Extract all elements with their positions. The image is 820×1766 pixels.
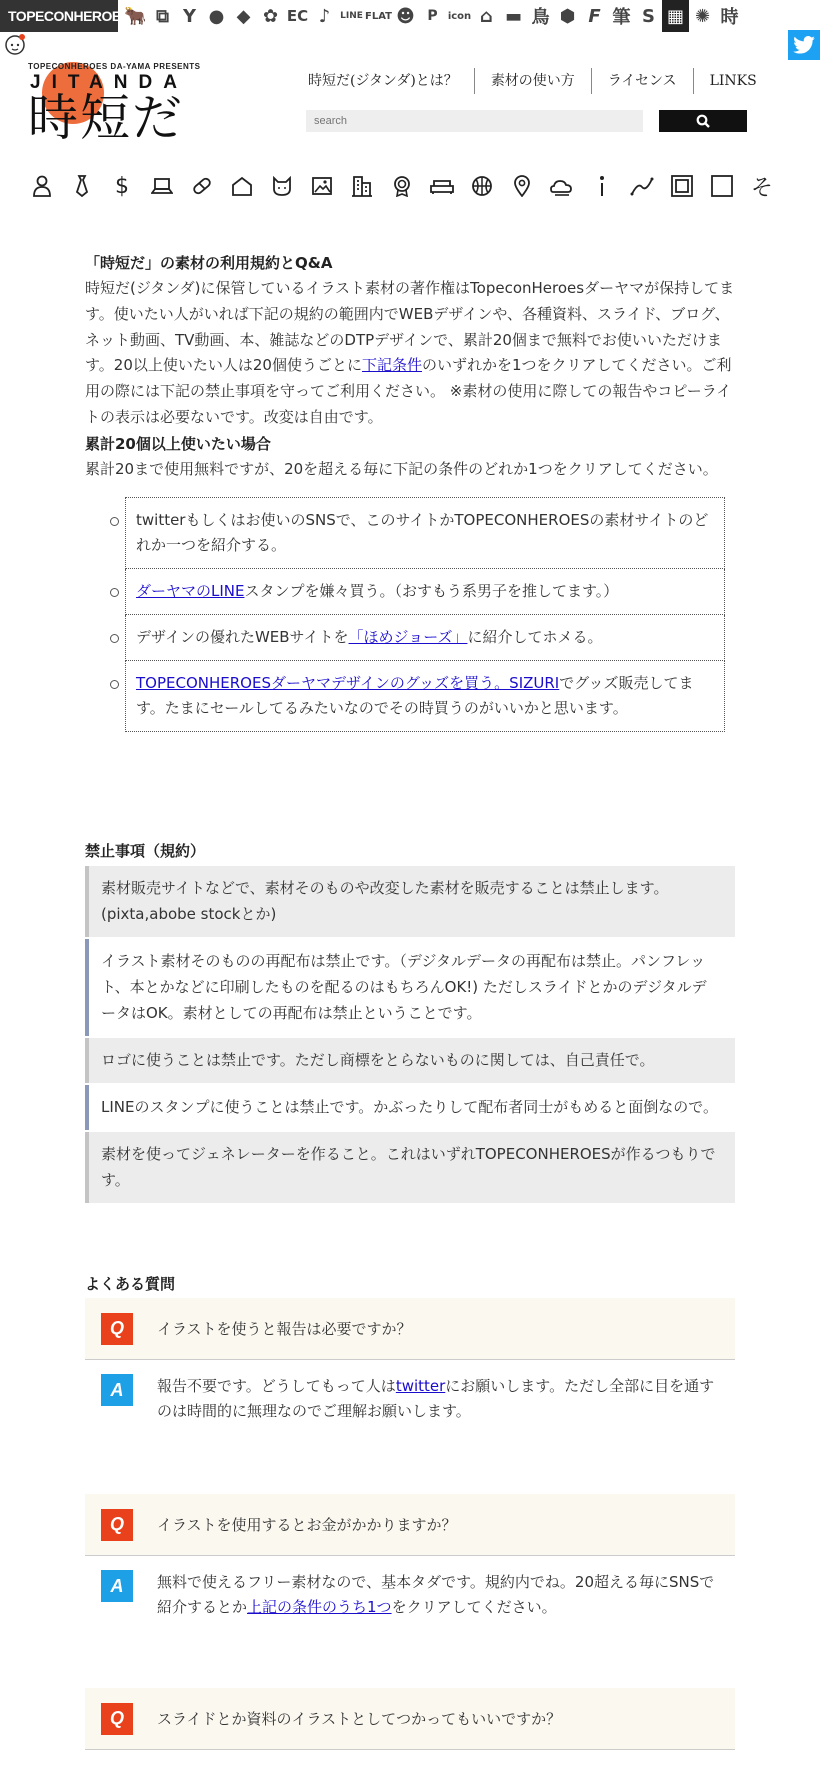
answer-text: [157, 1570, 717, 1620]
question-text: イラストを使うと報告は必要ですか？: [157, 1320, 412, 1338]
question-badge: Q: [101, 1703, 133, 1735]
logo-subtitle: TOPECONHEROES DA-YAMA PRESENTS: [28, 62, 201, 71]
map-pin-category-icon[interactable]: [502, 170, 542, 202]
flower-icon[interactable]: ✿: [262, 5, 279, 27]
squares-icon[interactable]: ⧉: [156, 5, 169, 27]
network-link-f[interactable]: F: [588, 5, 601, 27]
list-item: [125, 497, 725, 569]
question-text: イラストを使用するとお金がかかりますか？: [157, 1516, 457, 1534]
answer-badge: A: [101, 1374, 133, 1406]
category-icon-row: [22, 170, 782, 202]
network-link-time[interactable]: 時: [720, 7, 739, 28]
network-link-bird[interactable]: 鳥: [531, 7, 550, 28]
weather-category-icon[interactable]: [542, 170, 582, 202]
faq-question: [85, 1688, 735, 1750]
network-bar: [0, 0, 820, 32]
bull-icon[interactable]: 🐂: [124, 5, 147, 27]
search-button[interactable]: [659, 110, 747, 132]
network-link-s[interactable]: S: [642, 5, 655, 27]
info-category-icon[interactable]: [582, 170, 622, 202]
network-link-brush[interactable]: 筆: [612, 7, 631, 28]
condition-text: twitterもしくはお使いのSNSで、このサイトかTOPECONHEROESの素材サイトのどれか一つを紹介する。: [136, 510, 709, 554]
nav-about[interactable]: 時短だ(ジタンダ)とは？: [308, 73, 458, 89]
logo-japanese: 時短だ: [28, 89, 184, 147]
other-category-icon[interactable]: そ: [750, 175, 773, 201]
sofa-category-icon[interactable]: [422, 170, 462, 202]
faq-item: [85, 1688, 735, 1750]
line-stamp-link[interactable]: ダーヤマのLINE: [136, 581, 245, 600]
network-link-line[interactable]: LINE: [340, 11, 363, 21]
grid-icon[interactable]: ▦: [662, 0, 689, 32]
faq-question: [85, 1298, 735, 1360]
house-icon[interactable]: ⌂: [480, 5, 493, 27]
network-link-ec[interactable]: EC: [286, 7, 309, 25]
over-20-title: 累計20個以上使いたい場合: [85, 434, 271, 453]
house-category-icon[interactable]: [222, 170, 262, 202]
condition-text: でグッズ販売してます。たまにセールしてるみたいなのでその時買うのがいいかと思います。: [136, 673, 694, 717]
list-item: [125, 661, 725, 732]
prohibited-list: [85, 866, 735, 1205]
list-item: [125, 569, 725, 615]
nav-license[interactable]: ライセンス: [591, 68, 693, 94]
frame-category-icon[interactable]: [662, 170, 702, 202]
smiley-icon[interactable]: ☻: [396, 5, 415, 27]
speech-bubble-icon[interactable]: ●: [208, 5, 225, 27]
network-link-p[interactable]: P: [427, 8, 438, 24]
terms-text-after: のいずれかを1つをクリアしてください。ご利用の際には下記の禁止事項を守ってご利用ください。 ※素材の使用に際しての報告やコピーライトの表示は必要ないです。改変は自由です。: [85, 356, 732, 426]
network-links: [122, 0, 743, 32]
answer-text: [157, 1374, 717, 1424]
question-badge: Q: [101, 1509, 133, 1541]
homejaws-link[interactable]: 「ほめジョーズ」: [348, 627, 468, 646]
character-avatar-icon[interactable]: [3, 32, 27, 56]
burst-icon[interactable]: ✺: [694, 5, 711, 27]
basketball-category-icon[interactable]: [462, 170, 502, 202]
logo-english: JITANDA: [30, 72, 188, 93]
answer-text-after: にお願いします。ただし全部に目を通すのは時間的に無理なのでご理解お願いします。: [157, 1377, 715, 1420]
faq-answer: [85, 1360, 735, 1424]
answer-text-before: 無料で使えるフリー素材なので、基本タダです。規約内でね。20超える毎にSNSで紹介するとか: [157, 1573, 715, 1616]
building-category-icon[interactable]: [342, 170, 382, 202]
conditions-list: [125, 497, 735, 732]
person-pose-icon[interactable]: Y: [182, 5, 197, 27]
conditions-link[interactable]: 下記条件: [361, 356, 422, 375]
list-item: [125, 615, 725, 661]
list-item: LINEのスタンプに使うことは禁止です。かぶったりして配布者同士がもめると面倒なので。: [85, 1085, 735, 1130]
medal-category-icon[interactable]: [382, 170, 422, 202]
prohibited-title: 禁止事項（規約）: [85, 842, 206, 860]
faq-item: [85, 1494, 735, 1620]
condition-text: デザインの優れたWEBサイトを: [136, 627, 349, 646]
answer-badge: A: [101, 1570, 133, 1602]
search-input[interactable]: [306, 110, 643, 132]
dollar-category-icon[interactable]: $: [115, 173, 129, 199]
tag-icon[interactable]: ◆: [236, 5, 251, 27]
answer-text-before: 報告不要です。どうしてもって人は: [157, 1377, 396, 1395]
answer-text-after: をクリアしてください。: [391, 1598, 557, 1616]
curve-line-category-icon[interactable]: [622, 170, 662, 202]
list-item: 素材販売サイトなどで、素材そのものや改変した素材を販売することは禁止します。(pixta,abobe stockとか): [85, 866, 735, 937]
network-brand-link[interactable]: TOPECONHEROES: [0, 0, 118, 32]
condition-text: スタンプを嫌々買う。（おすもう系男子を推してます。）: [244, 581, 619, 600]
site-logo[interactable]: [28, 60, 228, 146]
twitter-link[interactable]: twitter: [395, 1377, 446, 1395]
faq-title: よくある質問: [85, 1275, 176, 1293]
hexagon-icon[interactable]: ⬢: [559, 5, 576, 27]
picture-category-icon[interactable]: [302, 170, 342, 202]
condition-text: に紹介してホメる。: [467, 627, 603, 646]
faq-item: [85, 1298, 735, 1424]
nav-links[interactable]: LINKS: [693, 68, 773, 94]
question-text: スライドとか資料のイラストとしてつかってもいいですか？: [157, 1710, 562, 1728]
network-link-flat[interactable]: FLAT: [365, 10, 392, 22]
necktie-category-icon[interactable]: [62, 170, 102, 202]
over-20-paragraph: 累計20まで使用無料ですが、20を超える毎に下記の条件のどれか1つをクリアしてください。: [85, 459, 718, 478]
laptop-category-icon[interactable]: [142, 170, 182, 202]
list-item: ロゴに使うことは禁止です。ただし商標をとらないものに関しては、自己責任で。: [85, 1038, 735, 1083]
terms-paragraph: [85, 276, 735, 431]
person-category-icon[interactable]: [22, 170, 62, 202]
nav-usage[interactable]: 素材の使い方: [474, 68, 591, 94]
faq-question: [85, 1494, 735, 1556]
terms-section: [85, 250, 735, 732]
square-category-icon[interactable]: [702, 170, 742, 202]
header-nav: [296, 68, 773, 94]
sizuri-goods-link[interactable]: TOPECONHEROESダーヤマデザインのグッズを買う。SIZURI: [136, 673, 560, 692]
question-badge: Q: [101, 1313, 133, 1345]
terms-title: 「時短だ」の素材の利用規約とQ&A: [85, 254, 333, 272]
conditions-link[interactable]: 上記の条件のうち1つ: [247, 1598, 392, 1616]
terms-text: 時短だ(ジタンダ)に保管しているイラスト素材の著作権はTopeconHeroesダーヤマが保持してます。使いたい人がいれば下記の規約の範囲内でWEBデザインや、各種資料、スライド、ブログ、ネット動画、TV動画、本、雑誌などのDTPデザインで、累計20個まで無料でお使いいただけます。20以上使いたい人は20個使うごとに: [85, 279, 735, 375]
cat-category-icon[interactable]: [262, 170, 302, 202]
bus-icon[interactable]: ▬: [504, 5, 522, 27]
pill-category-icon[interactable]: [182, 170, 222, 202]
network-link-icon[interactable]: icon: [447, 10, 472, 22]
twitter-bird-icon[interactable]: [788, 30, 820, 60]
list-item: イラスト素材そのものの再配布は禁止です。（デジタルデータの再配布は禁止。パンフレット、本とかなどに印刷したものを配るのはもちろんOK!) ただしスライドとかのデジタルデータはOK。素材としての再配布は禁止ということです。: [85, 939, 735, 1036]
search-icon: [696, 114, 710, 128]
faq-answer: [85, 1556, 735, 1620]
list-item: 素材を使ってジェネレーターを作ること。これはいずれTOPECONHEROESが作るつもりです。: [85, 1132, 735, 1203]
music-note-icon[interactable]: ♪: [318, 5, 331, 27]
